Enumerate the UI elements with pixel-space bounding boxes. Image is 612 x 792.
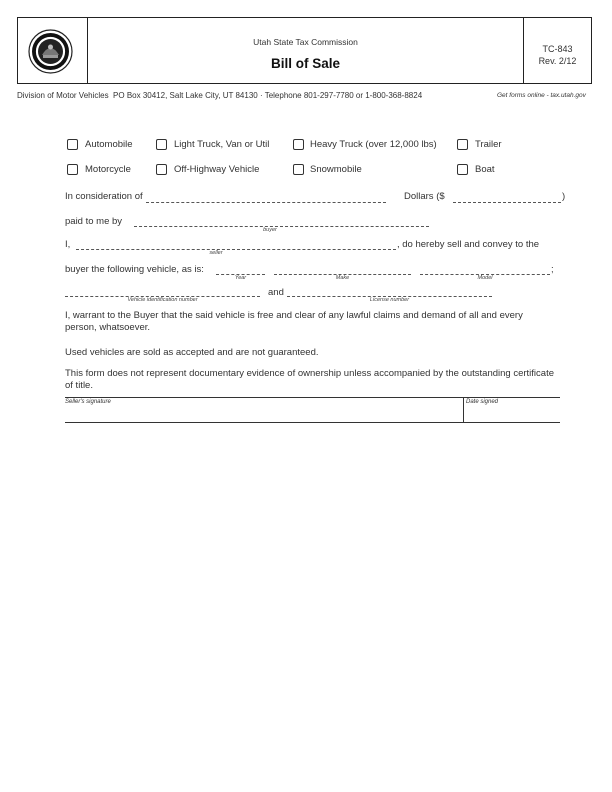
vin-caption: Vehicle identification number	[127, 297, 198, 303]
label-automobile: Automobile	[85, 139, 133, 150]
buyer-vehicle-label: buyer the following vehicle, as is:	[65, 264, 204, 275]
checkbox-off-highway[interactable]	[156, 164, 167, 175]
date-signed-label: Date signed	[466, 399, 499, 405]
sell-convey-text: , do hereby sell and convey to the	[397, 239, 540, 250]
forms-website[interactable]: Get forms online - tax.utah.gov	[497, 92, 586, 99]
label-boat: Boat	[475, 164, 495, 175]
division-name: Division of Motor Vehicles	[17, 91, 109, 100]
paid-to-me-label: paid to me by	[65, 216, 123, 227]
year-caption: Year	[234, 275, 247, 281]
checkbox-boat[interactable]	[457, 164, 468, 175]
warranty-statement: I, warrant to the Buyer that the said vehicle is free and clear of any lawful claims and demand of all and every person, whatsoever.	[65, 310, 523, 333]
seller-name-field[interactable]	[76, 249, 396, 250]
form-number-block	[524, 43, 591, 67]
label-snowmobile: Snowmobile	[310, 164, 362, 175]
checkbox-light-truck[interactable]	[156, 139, 167, 150]
buyer-caption: buyer	[263, 227, 277, 233]
label-trailer: Trailer	[475, 139, 502, 150]
label-off-highway: Off-Highway Vehicle	[174, 164, 260, 175]
logo-cell	[18, 18, 88, 83]
checkbox-automobile[interactable]	[67, 139, 78, 150]
model-caption: Model	[477, 275, 493, 281]
form-number: TC-843	[542, 44, 573, 54]
ownership-disclaimer: This form does not represent documentary evidence of ownership unless accompanied by the outstanding certificate of title.	[65, 368, 554, 391]
label-motorcycle: Motorcycle	[85, 164, 131, 175]
signature-area	[65, 397, 560, 423]
seller-signature-label: Seller's signature	[65, 399, 111, 405]
division-line	[17, 91, 422, 100]
division-address: PO Box 30412, Salt Lake City, UT 84130 · Telephone 801-297-7780 or 1-800-368-8824	[113, 91, 423, 100]
dollars-amount-field[interactable]	[453, 202, 561, 203]
license-caption: License number	[369, 297, 410, 303]
checkbox-motorcycle[interactable]	[67, 164, 78, 175]
checkbox-heavy-truck[interactable]	[293, 139, 304, 150]
semicolon: ;	[551, 264, 554, 275]
dollars-label: Dollars ($	[404, 191, 445, 202]
dollars-close-paren: )	[562, 191, 566, 202]
checkbox-trailer[interactable]	[457, 139, 468, 150]
form-header	[17, 17, 592, 84]
consideration-amount-field[interactable]	[146, 202, 386, 203]
page-title: Bill of Sale	[270, 56, 341, 71]
form-revision: Rev. 2/12	[538, 56, 577, 66]
date-signed-field[interactable]	[465, 398, 560, 422]
state-seal-icon	[28, 29, 73, 74]
seller-caption: seller	[209, 250, 223, 256]
checkbox-snowmobile[interactable]	[293, 164, 304, 175]
signature-divider	[463, 398, 464, 422]
label-light-truck: Light Truck, Van or Util	[174, 139, 270, 150]
consideration-label: In consideration of	[65, 191, 143, 202]
and-label: and	[268, 287, 284, 298]
agency-name: Utah State Tax Commission	[253, 37, 358, 47]
i-label: I,	[65, 239, 71, 250]
make-caption: Make	[335, 275, 350, 281]
used-vehicles-statement: Used vehicles are sold as accepted and are not guaranteed.	[65, 347, 319, 358]
label-heavy-truck: Heavy Truck (over 12,000 lbs)	[310, 139, 437, 150]
seller-signature-field[interactable]	[65, 398, 461, 422]
